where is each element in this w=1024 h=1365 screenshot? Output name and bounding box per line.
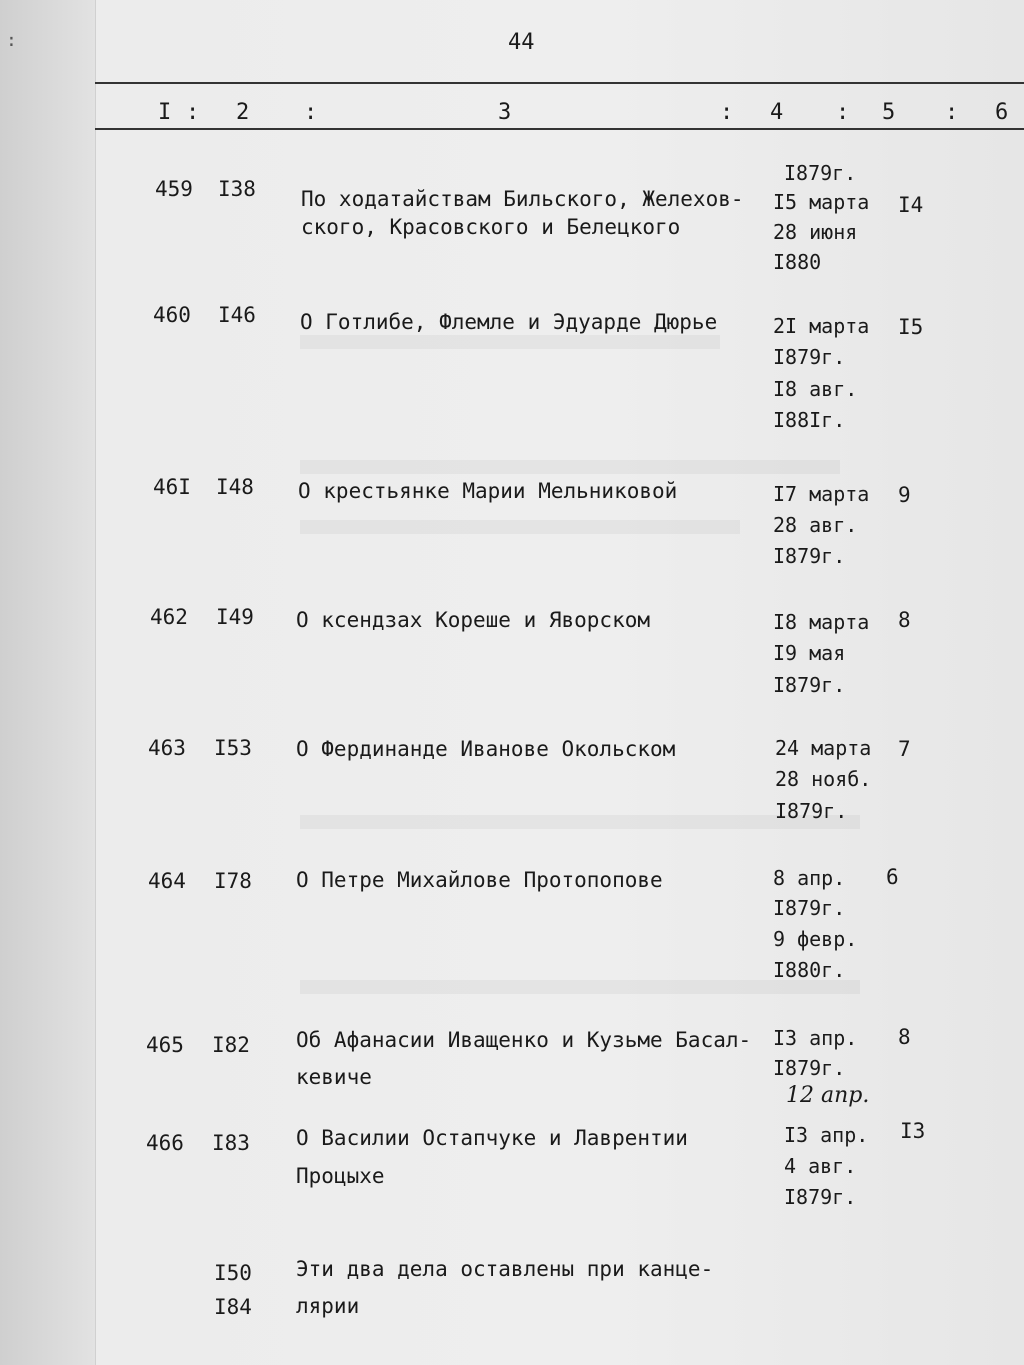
case-title-line: О ксендзах Кореше и Яворском xyxy=(296,608,651,632)
case-number: I82 xyxy=(212,1033,250,1057)
date-line: I879г. xyxy=(773,544,846,568)
sheet-count: 7 xyxy=(898,737,911,761)
date-line: 28 нояб. xyxy=(775,767,872,791)
case-title-line: О Готлибе, Флемле и Эдуарде Дюрье xyxy=(300,310,718,334)
case-number: I49 xyxy=(216,605,254,629)
case-number: I53 xyxy=(214,736,252,760)
col-header-5: 5 xyxy=(882,100,896,125)
row-number: 460 xyxy=(153,303,191,327)
row-number: 464 xyxy=(148,869,186,893)
case-title-line: Процыхе xyxy=(296,1164,385,1188)
row-number: 466 xyxy=(146,1131,184,1155)
date-line: 24 марта xyxy=(775,736,872,760)
col-header-4: 4 xyxy=(770,100,784,125)
case-number: I78 xyxy=(214,869,252,893)
col-separator: : xyxy=(304,100,318,125)
case-title-line: О Василии Остапчуке и Лаврентии xyxy=(296,1126,688,1150)
sheet-count: 6 xyxy=(886,865,899,889)
row-number: 462 xyxy=(150,605,188,629)
note-line: Эти два дела оставлены при канце- xyxy=(296,1257,714,1281)
case-title-line: О крестьянке Марии Мельниковой xyxy=(298,479,678,503)
sheet-count: I4 xyxy=(898,193,924,217)
date-line: I9 мая xyxy=(773,641,846,665)
date-line: I879г. xyxy=(773,1056,846,1080)
case-title-line: О Фердинанде Иванове Окольском xyxy=(296,737,676,761)
col-header-1: I xyxy=(158,100,172,125)
date-line: I879г. xyxy=(773,345,846,369)
handwritten-correction: 12 апр. xyxy=(786,1083,870,1108)
case-title-line: По ходатайствам Бильского, Желехов- xyxy=(301,187,744,211)
date-line: 9 февр. xyxy=(773,927,858,951)
date-line: I880 xyxy=(773,250,822,274)
case-number: I46 xyxy=(218,303,256,327)
case-title-line: О Петре Михайлове Протопопове xyxy=(296,868,663,892)
date-line: I5 марта xyxy=(773,190,870,214)
sheet-count: I3 xyxy=(900,1119,926,1143)
col-header-2: 2 xyxy=(236,100,250,125)
case-number: I50 xyxy=(214,1261,252,1285)
date-line: I8 марта xyxy=(773,610,870,634)
date-line: I3 апр. xyxy=(773,1026,858,1050)
sheet-count: 8 xyxy=(898,1025,911,1049)
date-line: I879г. xyxy=(784,161,857,185)
col-separator: : xyxy=(186,100,200,125)
header-bottom-rule xyxy=(95,128,1024,130)
page-number: 44 xyxy=(508,30,535,55)
note-line: лярии xyxy=(296,1294,360,1318)
sheet-count: 8 xyxy=(898,608,911,632)
case-number: I48 xyxy=(216,475,254,499)
date-line: I3 апр. xyxy=(784,1123,869,1147)
date-line: I880г. xyxy=(773,958,846,982)
col-separator: : xyxy=(720,100,734,125)
facing-page-edge xyxy=(0,0,96,1365)
col-separator: : xyxy=(945,100,959,125)
date-line: I879г. xyxy=(773,673,846,697)
col-header-3: 3 xyxy=(498,100,512,125)
date-line: 4 авг. xyxy=(784,1154,857,1178)
date-line: I7 марта xyxy=(773,482,870,506)
date-line: I879г. xyxy=(775,799,848,823)
header-top-rule xyxy=(95,82,1024,84)
case-number: I84 xyxy=(214,1295,252,1319)
date-line: I879г. xyxy=(773,896,846,920)
case-title-line: кевиче xyxy=(296,1065,372,1089)
margin-mark: : xyxy=(6,30,17,51)
sheet-count: 9 xyxy=(898,483,911,507)
case-title-line: Об Афанасии Иващенко и Кузьме Басал- xyxy=(296,1028,752,1052)
case-title-line: ского, Красовского и Белецкого xyxy=(301,215,681,239)
case-number: I38 xyxy=(218,177,256,201)
sheet-count: I5 xyxy=(898,315,924,339)
date-line: I8 авг. xyxy=(773,377,858,401)
row-number: 463 xyxy=(148,736,186,760)
date-line: 8 апр. xyxy=(773,866,846,890)
row-number: 46I xyxy=(153,475,191,499)
col-separator: : xyxy=(836,100,850,125)
date-line: 28 июня xyxy=(773,220,858,244)
date-line: 28 авг. xyxy=(773,513,858,537)
date-line: 2I марта xyxy=(773,314,870,338)
date-line: I879г. xyxy=(784,1185,857,1209)
date-line: I88Iг. xyxy=(773,408,846,432)
case-number: I83 xyxy=(212,1131,250,1155)
col-header-6: 6 xyxy=(995,100,1009,125)
row-number: 459 xyxy=(155,177,193,201)
row-number: 465 xyxy=(146,1033,184,1057)
